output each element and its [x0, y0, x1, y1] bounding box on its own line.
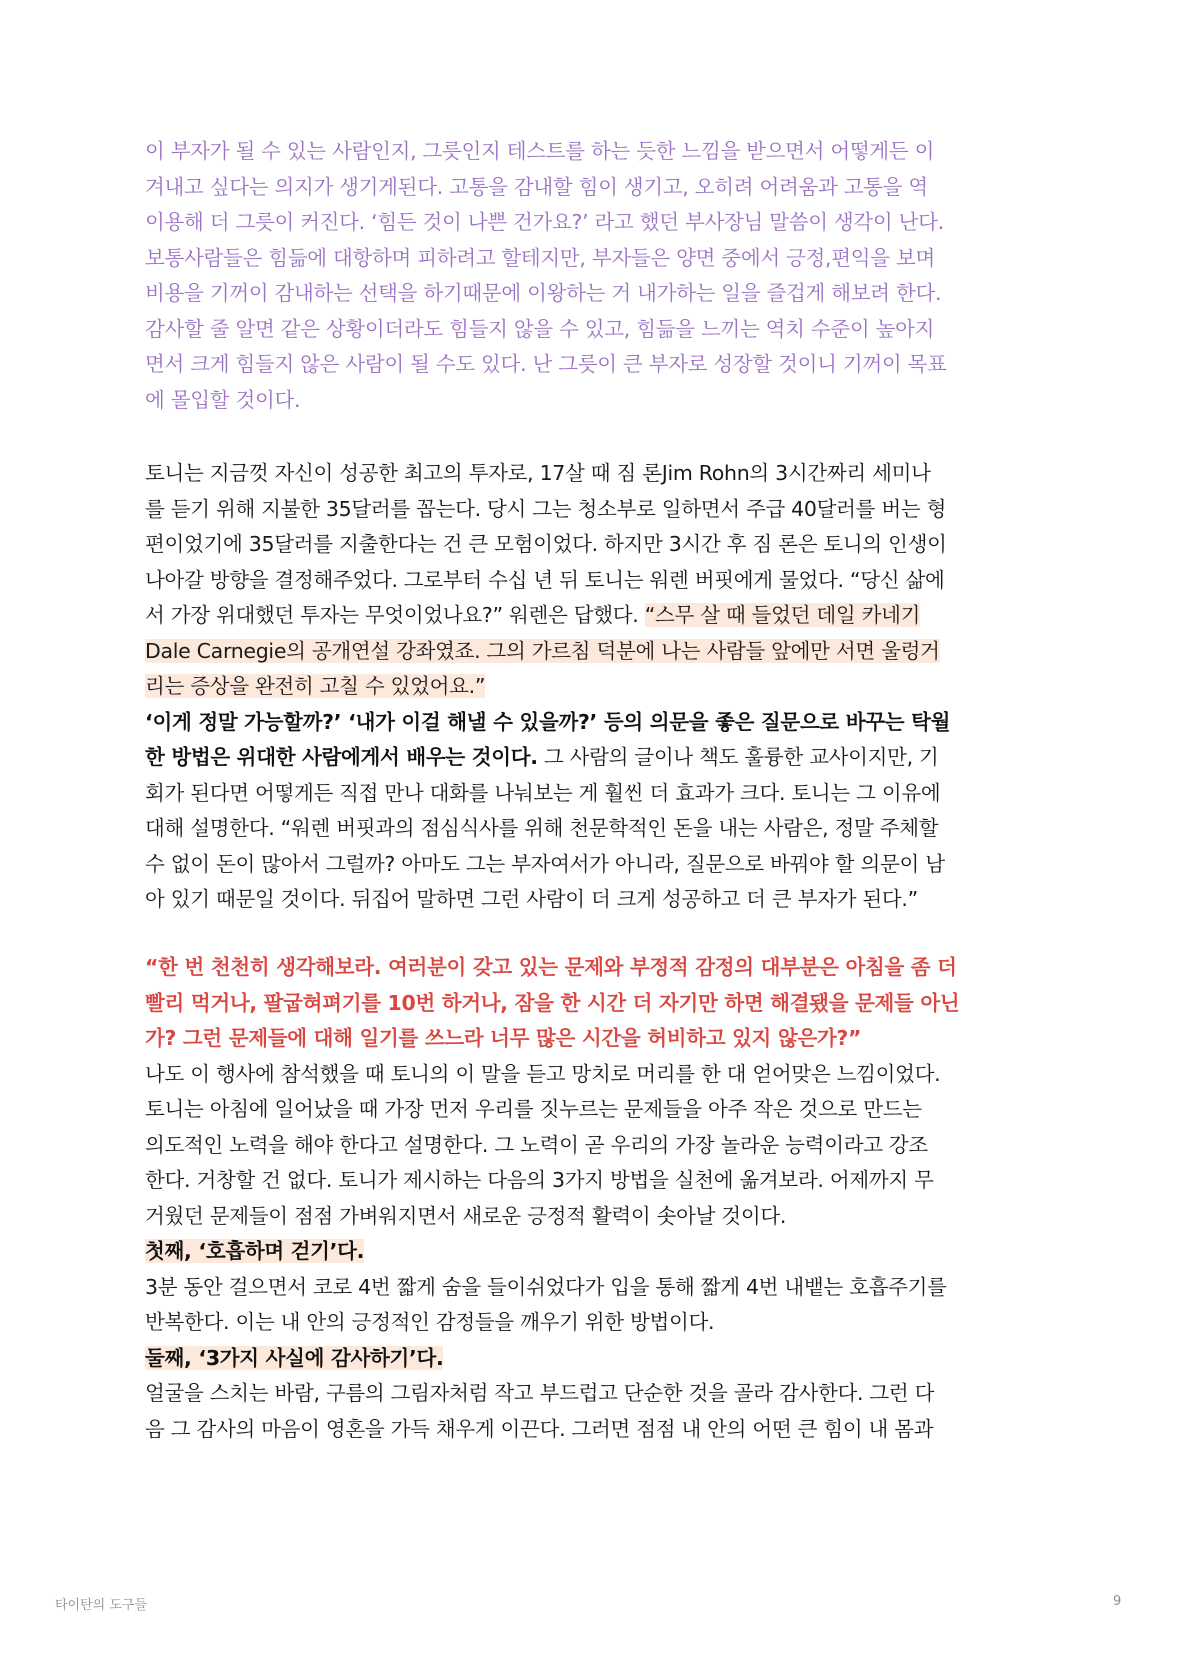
text-line: 이 부자가 될 수 있는 사람인지, 그릇인지 테스트를 하는 듯한 느낌을 받으면서 어떻게든 이 [145, 139, 935, 163]
highlighted-heading: 둘째, ‘3가지 사실에 감사하기’다. [145, 1345, 444, 1370]
text-line: 편이었기에 35달러를 지출한다는 건 큰 모험이었다. 하지만 3시간 후 짐 론은 토니의 인생이 [145, 532, 947, 556]
text-line: 아 있기 때문일 것이다. 뒤집어 말하면 그런 사람이 더 크게 성공하고 더 큰 부자가 된다.” [145, 887, 918, 911]
text-line: 면서 크게 힘들지 않은 사람이 될 수도 있다. 난 그릇이 큰 부자로 성장할 것이니 기꺼이 목표 [145, 352, 947, 376]
text-line: 대해 설명한다. “워렌 버핏과의 점심식사를 위해 천문학적인 돈을 내는 사람은, 정말 주체할 [145, 816, 939, 840]
highlighted-quote: “스무 살 때 들었던 데일 카네기 [644, 603, 921, 627]
text-line: 수 없이 돈이 많아서 그럴까? 아마도 그는 부자여서가 아니라, 질문으로 바꿔야 할 의문이 남 [145, 851, 945, 876]
text-line: 겨내고 싶다는 의지가 생기게된다. 고통을 감내할 힘이 생기고, 오히려 어려움과 고통을 역 [145, 174, 928, 199]
bold-segment: 한 방법은 위대한 사람에게서 배우는 것이다. [145, 745, 538, 769]
method-heading-1 [145, 1234, 1045, 1270]
text-line: 에 몰입할 것이다. [145, 387, 301, 412]
tony-investment-paragraph [145, 456, 1045, 918]
text-line [145, 740, 1045, 776]
highlighted-quote: Dale Carnegie의 공개연설 강좌였죠. 그의 가르침 덕분에 나는 사람들 앞에만 서면 울렁거 [145, 638, 940, 663]
footer-book-title: 타이탄의 도구들 [55, 1598, 148, 1613]
text-line: 보통사람들은 힘듦에 대항하며 피하려고 할테지만, 부자들은 양면 중에서 긍정,편익을 보며 [145, 245, 935, 270]
text-line: 회가 된다면 어떻게든 직접 만나 대화를 나눠보는 게 훨씬 더 효과가 크다. 토니는 그 이유에 [145, 780, 941, 805]
text-line [145, 634, 1045, 670]
text-line: 음 그 감사의 마음이 영혼을 가득 채우게 이끈다. 그러면 점점 내 안의 어떤 큰 힘이 내 몸과 [145, 1416, 934, 1441]
quote-line: 가? 그런 문제들에 대해 일기를 쓰느라 너무 많은 시간을 허비하고 있지 않은가?” [145, 1026, 862, 1050]
text-line [145, 669, 1045, 705]
bold-line: ‘이게 정말 가능할까?’ ‘내가 이걸 해낼 수 있을까?’ 등의 의문을 좋은 질문으로 바꾸는 탁월 [145, 709, 951, 734]
text-line: 반복한다. 이는 내 안의 긍정적인 감정들을 깨우기 위한 방법이다. [145, 1310, 715, 1334]
page-number: 9 [1113, 1594, 1122, 1609]
text-line: 한다. 거창할 건 없다. 토니가 제시하는 다음의 3가지 방법을 실천에 옮겨보라. 어제까지 무 [145, 1168, 934, 1192]
text-line [145, 598, 1045, 634]
text-line: 토니는 지금껏 자신이 성공한 최고의 투자로, 17살 때 짐 론Jim Rohn의 3시간짜리 세미나 [145, 461, 931, 485]
reflection-paragraph [145, 134, 1045, 418]
quote-line: “한 번 천천히 생각해보라. 여러분이 갖고 있는 문제와 부정적 감정의 대부분은 아침을 좀 더 [145, 955, 957, 979]
text-line: 토니는 아침에 일어났을 때 가장 먼저 우리를 짓누르는 문제들을 아주 작은 것으로 만드는 [145, 1097, 922, 1121]
text-segment: 그 사람의 글이나 책도 훌륭한 교사이지만, 기 [537, 745, 939, 769]
quote-line: 빨리 먹거나, 팔굽혀펴기를 10번 하거나, 잠을 한 시간 더 자기만 하면 해결됐을 문제들 아닌 [145, 990, 960, 1015]
method-heading-2 [145, 1341, 1045, 1377]
text-line: 얼굴을 스치는 바람, 구름의 그림자처럼 작고 부드럽고 단순한 것을 골라 감사한다. 그런 다 [145, 1381, 935, 1405]
text-segment: 서 가장 위대했던 투자는 무엇이었나요?” 워렌은 답했다. [145, 603, 645, 627]
text-line: 를 듣기 위해 지불한 35달러를 꼽는다. 당시 그는 청소부로 일하면서 주급 40달러를 버는 형 [145, 496, 947, 521]
text-line: 이용해 더 그릇이 커진다. ‘힘든 것이 나쁜 건가요?’ 라고 했던 부사장님 말씀이 생각이 난다. [145, 210, 944, 234]
text-line: 나도 이 행사에 참석했을 때 토니의 이 말을 듣고 망치로 머리를 한 대 얻어맞은 느낌이었다. [145, 1061, 941, 1086]
text-line: 나아갈 방향을 결정해주었다. 그로부터 수십 년 뒤 토니는 워렌 버핏에게 물었다. “당신 삶에 [145, 567, 945, 592]
highlighted-heading: 첫째, ‘호흡하며 걷기’다. [145, 1239, 365, 1263]
highlighted-quote: 리는 증상을 완전히 고칠 수 있었어요.” [145, 674, 486, 698]
text-line: 감사할 줄 알면 같은 상황이더라도 힘들지 않을 수 있고, 힘듦을 느끼는 역치 수준이 높아지 [145, 316, 935, 341]
morning-methods-section [145, 950, 1045, 1447]
text-line: 의도적인 노력을 해야 한다고 설명한다. 그 노력이 곧 우리의 가장 놀라운 능력이라고 강조 [145, 1132, 928, 1157]
text-line: 3분 동안 걸으면서 코로 4번 짧게 숨을 들이쉬었다가 입을 통해 짧게 4번 내뱉는 호흡주기를 [145, 1274, 947, 1299]
text-line: 거웠던 문제들이 점점 가벼워지면서 새로운 긍정적 활력이 솟아날 것이다. [145, 1203, 787, 1228]
text-line: 비용을 기꺼이 감내하는 선택을 하기때문에 이왕하는 거 내가하는 일을 즐겁게 해보려 한다. [145, 281, 942, 305]
